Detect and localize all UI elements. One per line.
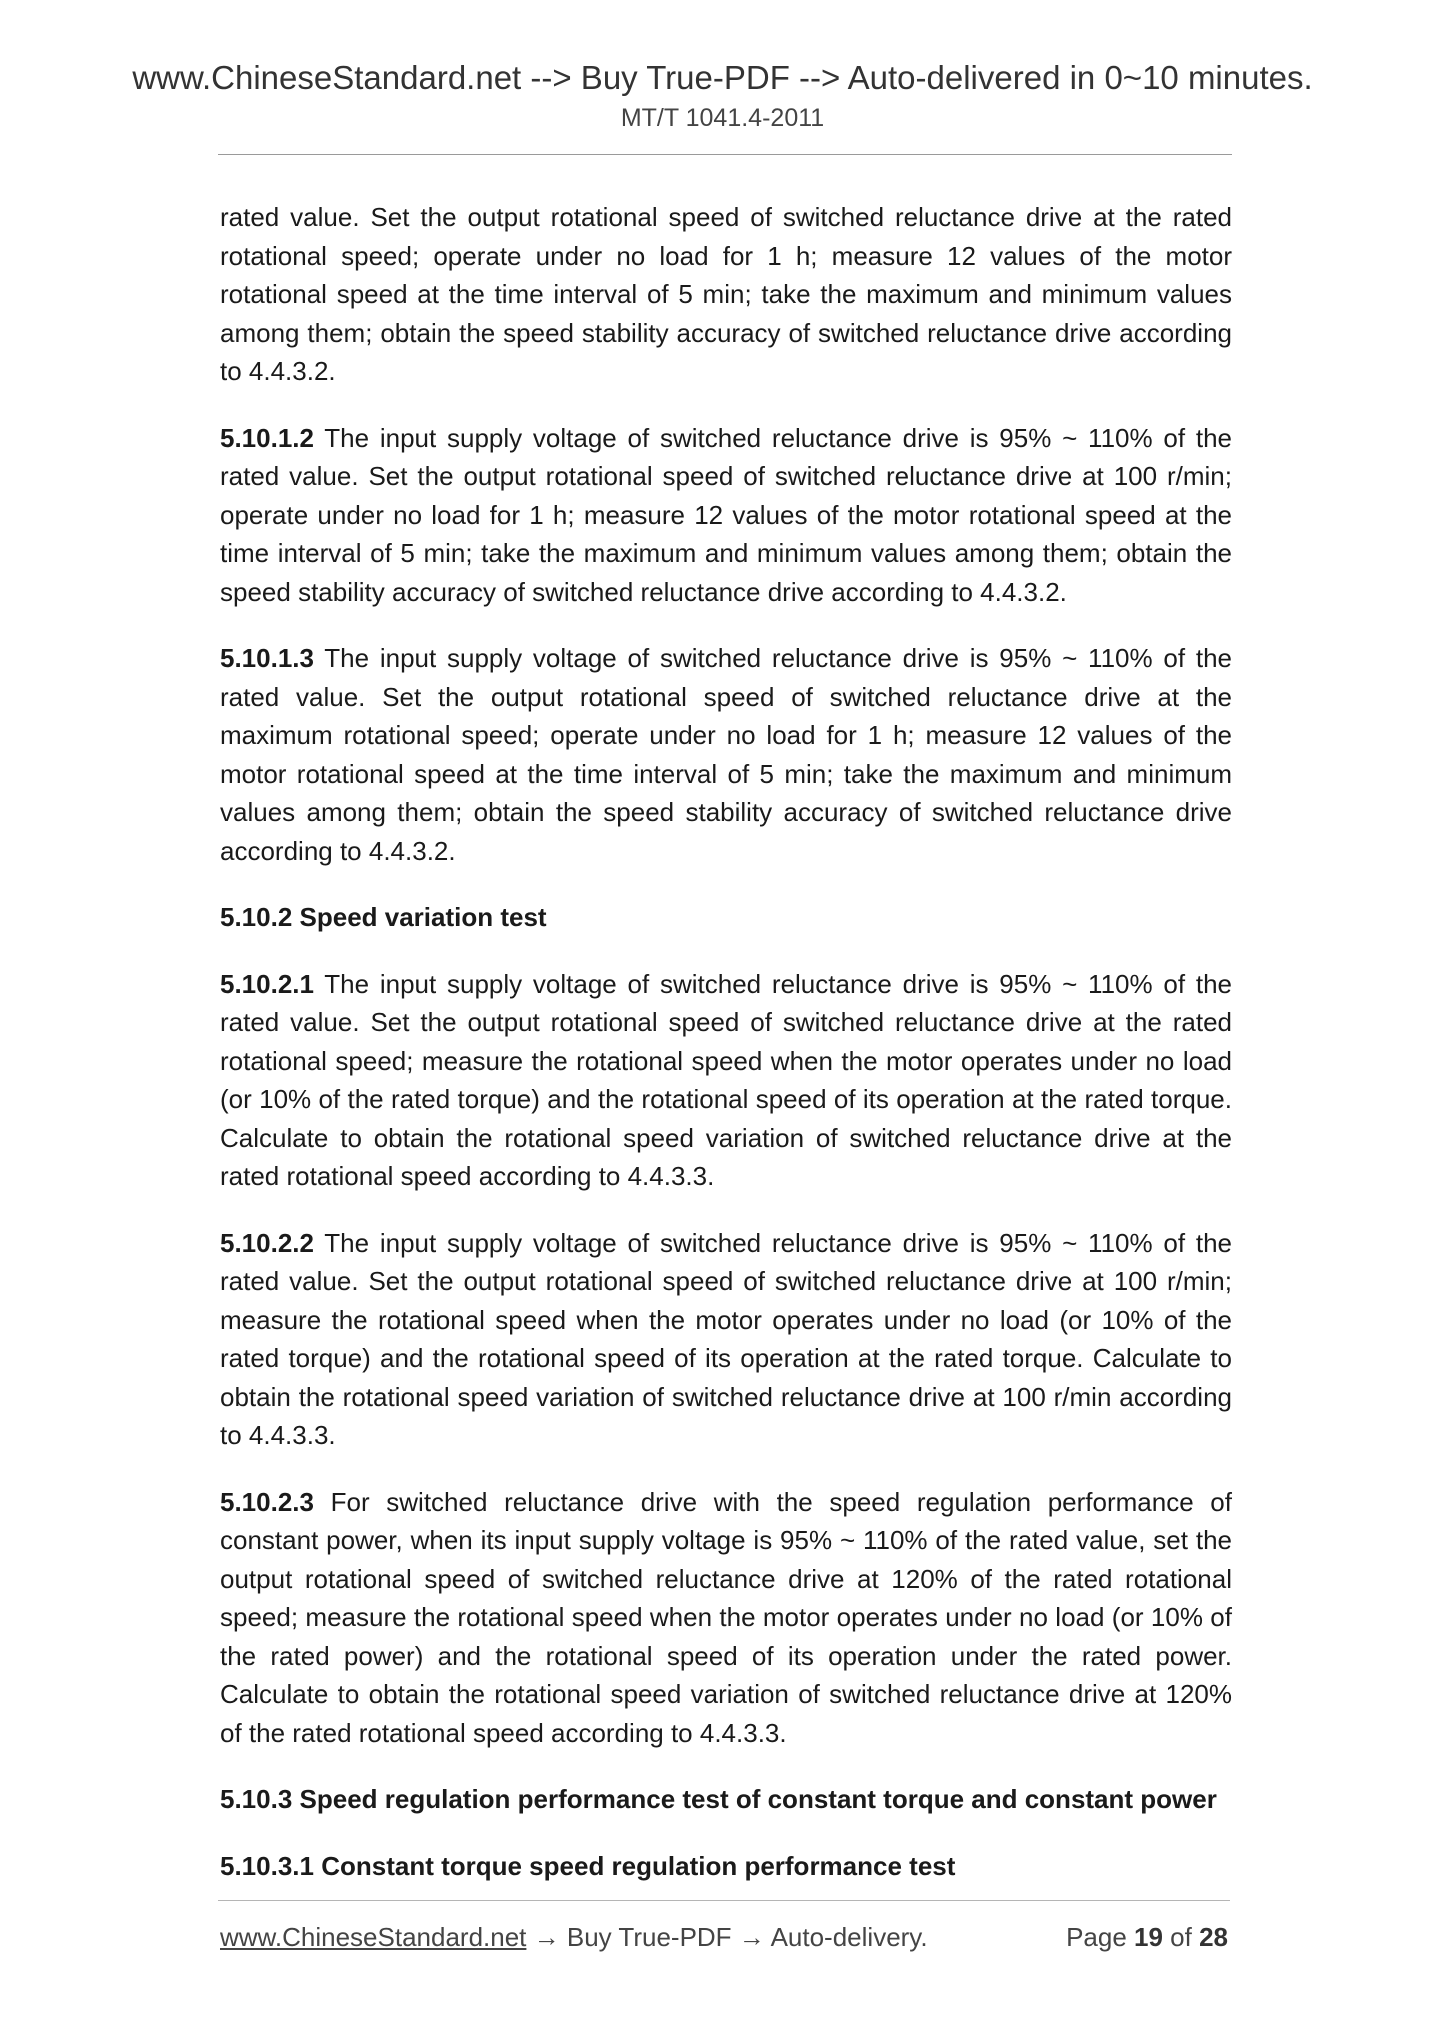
clause-5-10-1-3: [220, 639, 1232, 870]
current-page-number: 19: [1134, 1922, 1163, 1952]
page-label: Page: [1066, 1922, 1135, 1952]
heading-5-10-3-1: 5.10.3.1 Constant torque speed regulation performance test: [220, 1850, 956, 1881]
clause-number: 5.10.2.3: [220, 1486, 314, 1517]
paragraph-text: rated value. Set the output rotational speed of switched reluctance drive at the rated rotational speed; operate under no load for 1 h; measure 12 values of the motor rotational speed at the time interval of 5 min; take the maximum and minimum values among them; obtain the speed stability accuracy of switched reluctance drive according to 4.4.3.2.: [220, 202, 1232, 386]
clause-number: 5.10.1.3: [220, 643, 314, 673]
footer-divider: [218, 1900, 1230, 1901]
top-banner: www.ChineseStandard.net --> Buy True-PDF --> Auto-delivered in 0~10 minutes.: [132, 59, 1313, 96]
clause-5-10-1-2: [220, 419, 1232, 612]
page-indicator: [1066, 1920, 1228, 1954]
clause-text: The input supply voltage of switched reluctance drive is 95% ~ 110% of the rated value. Set the output rotational speed of switched reluctance drive at the rated rotational speed; measure the rotational speed when the motor operates under no load (or 10% of the rated torque) and the rotational speed of its operation at the rated torque. Calculate to obtain the rotational speed variation of switched reluctance drive at the rated rotational speed according to 4.4.3.3.: [220, 968, 1232, 1191]
clause-number: 5.10.1.2: [220, 422, 314, 453]
standard-code: MT/T 1041.4-2011: [620, 104, 825, 132]
footer-site-link[interactable]: www.ChineseStandard.net: [220, 1922, 527, 1952]
clause-text: The input supply voltage of switched reluctance drive is 95% ~ 110% of the rated value. Set the output rotational speed of switched reluctance drive at 100 r/min; measure the rotational speed when the motor operates under no load (or 10% of the rated torque) and the rotational speed of its operation at the rated torque. Calculate to obtain the rotational speed variation of switched reluctance drive at 100 r/min according to 4.4.3.3.: [220, 1227, 1232, 1450]
document-body: [220, 198, 1232, 1913]
header-divider: [218, 154, 1232, 155]
clause-text: For switched reluctance drive with the speed regulation performance of constant power, when its input supply voltage is 95% ~ 110% of the rated value, set the output rotational speed of switched reluctance drive at 120% of the rated rotational speed; measure the rotational speed when the motor operates under no load (or 10% of the rated power) and the rotational speed of its operation under the rated power. Calculate to obtain the rotational speed variation of switched reluctance drive at 120% of the rated rotational speed according to 4.4.3.3.: [220, 1486, 1232, 1748]
total-pages-number: 28: [1199, 1922, 1228, 1952]
paragraph-continued: [220, 198, 1232, 391]
clause-5-10-2-1: [220, 965, 1232, 1196]
footer-left: [220, 1920, 928, 1954]
clause-5-10-2-2: [220, 1224, 1232, 1455]
heading-5-10-2: 5.10.2 Speed variation test: [220, 902, 547, 932]
footer-tagline: → Buy True-PDF → Auto-delivery.: [526, 1922, 928, 1952]
heading-5-10-3: 5.10.3 Speed regulation performance test of constant torque and constant power: [220, 1784, 1217, 1814]
clause-number: 5.10.2.1: [220, 968, 314, 999]
clause-5-10-2-3: [220, 1483, 1232, 1753]
of-label: of: [1162, 1922, 1200, 1952]
clause-text: The input supply voltage of switched reluctance drive is 95% ~ 110% of the rated value. Set the output rotational speed of switched reluctance drive at 100 r/min; operate under no load for 1 h; measure 12 values of the motor rotational speed at the time interval of 5 min; take the maximum and minimum values among them; obtain the speed stability accuracy of switched reluctance drive according to 4.4.3.2.: [220, 422, 1232, 607]
clause-text: The input supply voltage of switched reluctance drive is 95% ~ 110% of the rated value. Set the output rotational speed of switched reluctance drive at the maximum rotational speed; operate under no load for 1 h; measure 12 values of the motor rotational speed at the time interval of 5 min; take the maximum and minimum values among them; obtain the speed stability accuracy of switched reluctance drive according to 4.4.3.2.: [220, 643, 1232, 866]
clause-number: 5.10.2.2: [220, 1227, 314, 1258]
